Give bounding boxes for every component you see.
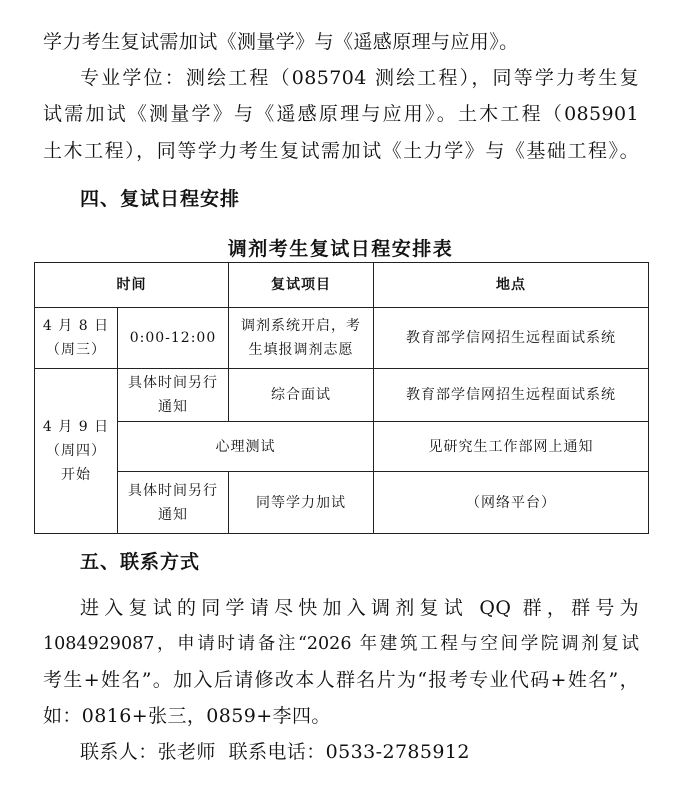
date-text: 4 月 8 日 [42,318,110,334]
header-item: 复试项目 [229,263,374,308]
date-text: 4 月 9 日 [42,419,110,435]
place-cell: 教育部学信网招生远程面试系统 [374,369,649,422]
paragraph-line: 考生+姓名”。加入后请修改本人群名片为“报考专业代码+姓名”， [43,669,639,691]
time-cell: 0:00-12:00 [118,308,229,369]
schedule-table [34,262,649,534]
paragraph-line: 如：0816+张三，0859+李四。 [43,705,331,727]
date-cell [35,369,118,534]
item-cell: 心理测试 [118,422,374,472]
weekday-text: （周四） [46,443,106,459]
table-row [35,472,649,534]
place-cell: 见研究生工作部网上通知 [374,422,649,472]
section-heading: 五、联系方式 [80,551,201,573]
item-cell: 同等学力加试 [229,472,374,534]
paragraph-line: 土木工程），同等学力考生复试需加试《土力学》与《基础工程》。 [43,140,639,162]
paragraph-line: 专业学位：测绘工程（085704 测绘工程），同等学力考生复 [80,67,639,89]
time-cell [118,472,229,534]
paragraph-line: 1084929087，申请时请备注“2026 年建筑工程与空间学院调剂复试 [43,634,639,654]
time-text: 通知 [158,399,188,415]
paragraph-line: 进入复试的同学请尽快加入调剂复试 QQ 群，群号为 [80,597,639,619]
paragraph-line: 试需加试《测量学》与《遥感原理与应用》。土木工程（085901 [43,103,639,125]
weekday-text: （周三） [46,342,106,358]
paragraph-line: 学力考生复试需加试《测量学》与《遥感原理与应用》。 [43,31,519,53]
item-text: 调剂系统开启，考 [241,318,361,334]
table-row [35,369,649,422]
time-text: 具体时间另行 [128,482,218,499]
time-text: 具体时间另行 [128,375,218,391]
item-text: 生填报调剂志愿 [248,342,354,358]
table-row [35,308,649,369]
time-text: 通知 [158,506,188,523]
item-cell: 综合面试 [229,369,374,422]
header-place: 地点 [374,263,649,308]
place-cell: 教育部学信网招生远程面试系统 [374,308,649,369]
section-heading: 四、复试日程安排 [80,188,241,210]
place-cell: （网络平台） [374,472,649,534]
time-cell [118,369,229,422]
table-header-row [35,263,649,308]
contact-line: 联系人：张老师 联系电话：0533-2785912 [80,741,470,763]
table-row [35,422,649,472]
item-cell [229,308,374,369]
table-caption: 调剂考生复试日程安排表 [227,238,454,260]
date-cell [35,308,118,369]
header-time: 时间 [35,263,229,308]
start-text: 开始 [61,467,91,483]
